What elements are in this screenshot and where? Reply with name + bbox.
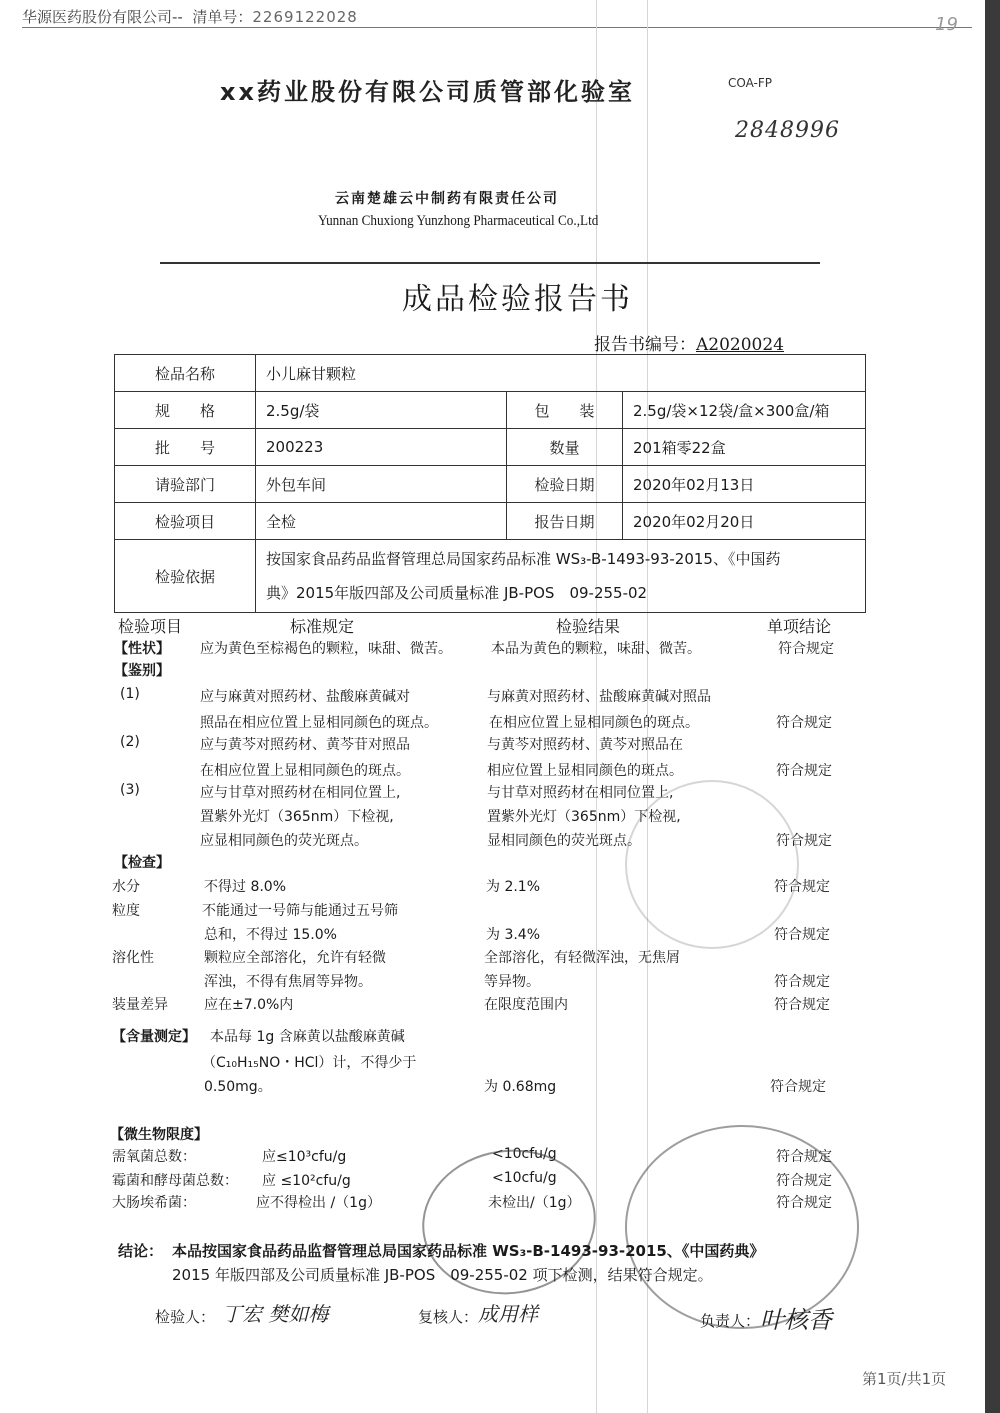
row-conclusion: 符合规定 [774, 927, 830, 943]
report-number-label: 报告书编号： [594, 335, 696, 355]
row-standard: 0.50mg。 [204, 1079, 272, 1095]
row-standard: 浑浊，不得有焦屑等异物。 [204, 974, 372, 990]
spec-value: 2.5g/袋 [256, 392, 507, 429]
info-row [115, 429, 866, 466]
row-label: (3) [120, 782, 140, 798]
row-result: 为 2.1% [486, 879, 541, 895]
row-result: 与甘草对照药材在相同位置上, [487, 785, 674, 801]
info-row [115, 466, 866, 503]
dept-label: 请验部门 [115, 466, 256, 503]
reviewer-signature: 成用样 [478, 1302, 538, 1326]
basis-label: 检验依据 [115, 540, 256, 613]
inspector-label: 检验人： [155, 1308, 216, 1326]
header-company: 华源医药股份有限公司-- [22, 8, 183, 26]
row-conclusion: 符合规定 [776, 833, 832, 849]
test-date-label: 检验日期 [507, 466, 623, 503]
row-conclusion: 符合规定 [776, 1149, 832, 1165]
scan-fold-line [596, 0, 597, 1413]
row-conclusion: 符合规定 [770, 1079, 826, 1095]
company-name-cn: 云南楚雄云中制药有限责任公司 [335, 191, 559, 207]
col-standard: 标准规定 [290, 617, 355, 636]
corner-mark: 19 [935, 14, 958, 35]
row-standard: 总和，不得过 15.0% [204, 927, 337, 943]
row-label: 装量差异 [112, 997, 168, 1013]
product-name-label: 检品名称 [115, 355, 256, 392]
pharmacy-seal-stamp [625, 1125, 859, 1329]
batch-value: 200223 [256, 429, 507, 466]
row-conclusion: 符合规定 [774, 974, 830, 990]
row-label: 粒度 [112, 903, 140, 919]
row-standard: 在相应位置上显相同颜色的斑点。 [200, 763, 410, 779]
conclusion-line: 2015 年版四部及公司质量标准 JB-POS 09-255-02 项下检测，结果符合规定。 [172, 1266, 713, 1284]
handwritten-number: 2848996 [735, 118, 840, 143]
row-result: 未检出/（1g） [488, 1195, 581, 1211]
report-date-value: 2020年02月20日 [623, 503, 866, 540]
header-company-line [22, 6, 358, 27]
row-label: 水分 [112, 879, 140, 895]
info-table [114, 354, 866, 613]
row-result: 置紫外光灯（365nm）下检视, [487, 809, 681, 825]
report-date-label: 报告日期 [507, 503, 623, 540]
row-result: 为 3.4% [486, 927, 541, 943]
row-label: 霉菌和酵母菌总数： [112, 1173, 238, 1189]
row-result: 本品为黄色的颗粒，味甜、微苦。 [491, 641, 701, 657]
manager-label: 负责人： [700, 1312, 761, 1330]
dept-value: 外包车间 [256, 466, 507, 503]
row-result: 为 0.68mg [484, 1079, 557, 1095]
row-standard: 不得过 8.0% [204, 879, 287, 895]
row-standard: 应为黄色至棕褐色的颗粒，味甜、微苦。 [200, 641, 452, 657]
package-value: 2.5g/袋×12袋/盒×300盒/箱 [623, 392, 866, 429]
row-result: <10cfu/g [492, 1170, 557, 1186]
row-conclusion: 符合规定 [776, 715, 832, 731]
inspector-signature: 丁宏 樊如梅 [222, 1302, 329, 1326]
row-standard: 照品在相应位置上显相同颜色的斑点。 [200, 715, 438, 731]
row-result: <10cfu/g [492, 1146, 557, 1162]
row-standard: 颗粒应全部溶化，允许有轻微 [204, 950, 386, 966]
col-item: 检验项目 [118, 617, 183, 636]
list-label: 清单号： [192, 8, 253, 26]
col-result: 检验结果 [556, 617, 621, 636]
title-rule [160, 262, 820, 264]
row-label: 溶化性 [112, 950, 154, 966]
row-label: 【含量测定】 [112, 1029, 196, 1045]
lab-title: xx药业股份有限公司质管部化验室 [220, 78, 635, 106]
row-result: 与黄芩对照药材、黄芩对照品在 [487, 737, 683, 753]
row-conclusion: 符合规定 [778, 641, 834, 657]
row-label: (1) [120, 686, 140, 702]
row-result: 等异物。 [484, 974, 540, 990]
company-name-en: Yunnan Chuxiong Yunzhong Pharmaceutical Co.,Ltd [318, 213, 599, 229]
row-standard: 置紫外光灯（365nm）下检视, [200, 809, 394, 825]
manager-signature: 叶核香 [760, 1306, 832, 1334]
row-result: 相应位置上显相同颜色的斑点。 [487, 763, 683, 779]
row-standard: （C₁₀H₁₅NO・HCl）计，不得少于 [202, 1055, 417, 1071]
section-label: 【微生物限度】 [110, 1127, 208, 1143]
row-standard: 应不得检出 /（1g） [256, 1195, 381, 1211]
row-conclusion: 符合规定 [774, 997, 830, 1013]
page-indicator: 第1页/共1页 [862, 1370, 947, 1388]
faint-seal-stamp [625, 780, 799, 949]
row-result: 与麻黄对照药材、盐酸麻黄碱对照品 [487, 689, 711, 705]
conclusion-line: 本品按国家食品药品监督管理总局国家药品标准 WS₃-B-1493-93-2015、《中国药典》 [172, 1242, 765, 1260]
row-result: 在限度范围内 [484, 997, 568, 1013]
spec-label: 规 格 [115, 392, 256, 429]
section-label: 【检查】 [114, 855, 170, 871]
row-conclusion: 符合规定 [776, 1173, 832, 1189]
col-conclusion: 单项结论 [767, 617, 832, 636]
product-name: 小儿麻甘颗粒 [256, 355, 866, 392]
row-result: 在相应位置上显相同颜色的斑点。 [489, 715, 699, 731]
row-label: 【性状】 [114, 641, 170, 657]
conclusion-label: 结论： [118, 1242, 164, 1260]
list-number: 2269122028 [252, 8, 358, 26]
row-standard: 应与黄芩对照药材、黄芩苷对照品 [200, 737, 410, 753]
test-item-label: 检验项目 [115, 503, 256, 540]
info-row [115, 503, 866, 540]
basis-line: 典》2015年版四部及公司质量标准 JB-POS 09-255-02 [266, 584, 648, 602]
quantity-value: 201箱零22盒 [623, 429, 866, 466]
report-number-value: A2020024 [696, 335, 784, 355]
row-conclusion: 符合规定 [776, 763, 832, 779]
row-standard: 应与麻黄对照药材、盐酸麻黄碱对 [200, 689, 410, 705]
basis-value [256, 540, 866, 613]
row-conclusion: 符合规定 [776, 1195, 832, 1211]
section-label: 【鉴别】 [114, 663, 170, 679]
row-standard: 不能通过一号筛与能通过五号筛 [202, 903, 398, 919]
row-standard: 应≤10³cfu/g [262, 1149, 347, 1165]
test-date-value: 2020年02月13日 [623, 466, 866, 503]
scan-edge [985, 0, 1000, 1413]
report-number [594, 330, 784, 355]
report-title: 成品检验报告书 [402, 282, 633, 317]
header-divider [22, 27, 972, 28]
batch-label: 批 号 [115, 429, 256, 466]
row-result: 显相同颜色的荧光斑点。 [487, 833, 641, 849]
test-item-value: 全检 [256, 503, 507, 540]
row-standard: 本品每 1g 含麻黄以盐酸麻黄碱 [210, 1029, 405, 1045]
package-label: 包 装 [507, 392, 623, 429]
row-standard: 应显相同颜色的荧光斑点。 [200, 833, 368, 849]
row-label: 需氧菌总数： [112, 1149, 196, 1165]
basis-line: 按国家食品药品监督管理总局国家药品标准 WS₃-B-1493-93-2015、《中国药 [266, 550, 781, 568]
row-label: (2) [120, 734, 140, 750]
quantity-label: 数量 [507, 429, 623, 466]
row-standard: 应与甘草对照药材在相同位置上, [200, 785, 401, 801]
info-row [115, 392, 866, 429]
row-label: 大肠埃希菌： [112, 1195, 196, 1211]
form-code: COA-FP [728, 76, 773, 90]
info-row [115, 355, 866, 392]
reviewer-label: 复核人： [418, 1308, 479, 1326]
info-row [115, 540, 866, 613]
row-conclusion: 符合规定 [774, 879, 830, 895]
row-result: 全部溶化，有轻微浑浊，无焦屑 [484, 950, 680, 966]
row-standard: 应在±7.0%内 [204, 997, 294, 1013]
row-standard: 应 ≤10²cfu/g [262, 1173, 351, 1189]
